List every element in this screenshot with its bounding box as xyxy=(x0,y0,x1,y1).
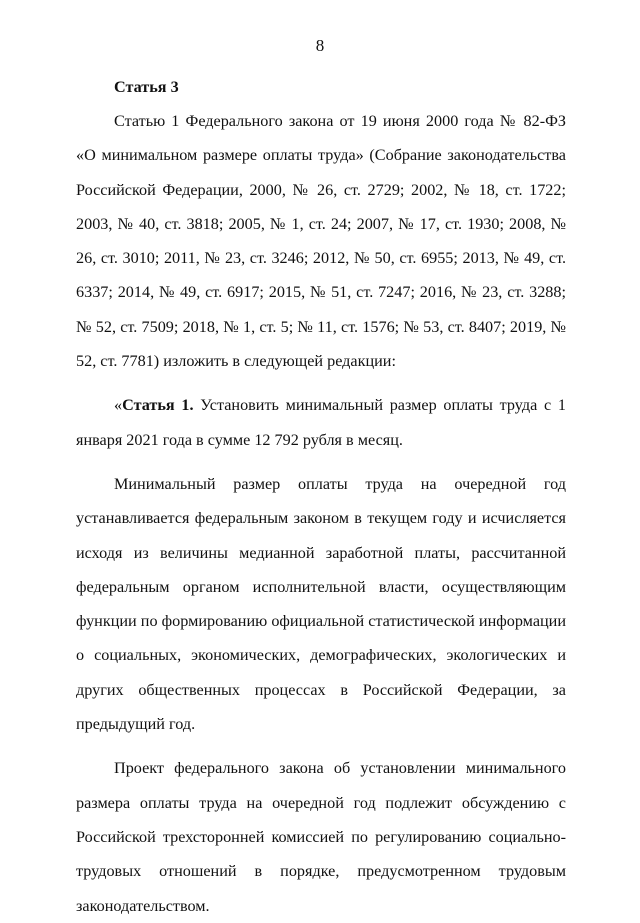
article-1-label: Статья 1. xyxy=(122,396,194,415)
paragraph-text: Установить минимальный размер оплаты труда с 1 января 2021 года в сумме 12 792 рубля в месяц. xyxy=(76,396,566,449)
page-number: 8 xyxy=(315,36,325,55)
paragraph-text: Минимальный размер оплаты труда на очередной год устанавливается федеральным законом в текущем году и исчисляется исходя из величины медианной заработной платы, рассчитанной федеральным органом исполнительной власти, осуществляющим функции по формированию официальной статистической информации о социальных, экономических, демографических, экологических и других общественных процессах в Российской Федерации, за предыдущий год. xyxy=(76,474,566,734)
paragraph-draft-law xyxy=(76,751,566,922)
opening-quote: « xyxy=(114,396,123,415)
paragraph-text: Статью 1 Федерального закона от 19 июня 2000 года № 82-ФЗ «О минимальном размере оплаты труда» (Собрание законодательства Российской Федерации, 2000, № 26, ст. 2729; 2002, № 18, ст. 1722; 2003, № 40, ст. 3818; 2005, № 1, ст. 24; 2007, № 17, ст. 1930; 2008, № 26, ст. 3010; 2011, № 23, ст. 3246; 2012, № 50, ст. 6955; 2013, № 49, ст. 6337; 2014, № 49, ст. 6917; 2015, № 51, ст. 7247; 2016, № 23, ст. 3288; № 52, ст. 7509; 2018, № 1, ст. 5; № 11, ст. 1576; № 53, ст. 8407; 2019, № 52, ст. 7781) изложить в следующей редакции: xyxy=(76,112,566,371)
paragraph-article-1 xyxy=(76,388,566,457)
paragraph-annual-wage xyxy=(76,467,566,741)
document-body xyxy=(76,70,566,923)
paragraph-text: Проект федерального закона об установлении минимального размера оплаты труда на очередной год подлежит обсуждению с Российской трехсторонней комиссией по регулированию социально-трудовых отношений в порядке, предусмотренном трудовым законодательством. xyxy=(76,759,566,915)
article-heading: Статья 3 xyxy=(114,78,179,96)
paragraph-amendment-intro xyxy=(76,104,566,378)
